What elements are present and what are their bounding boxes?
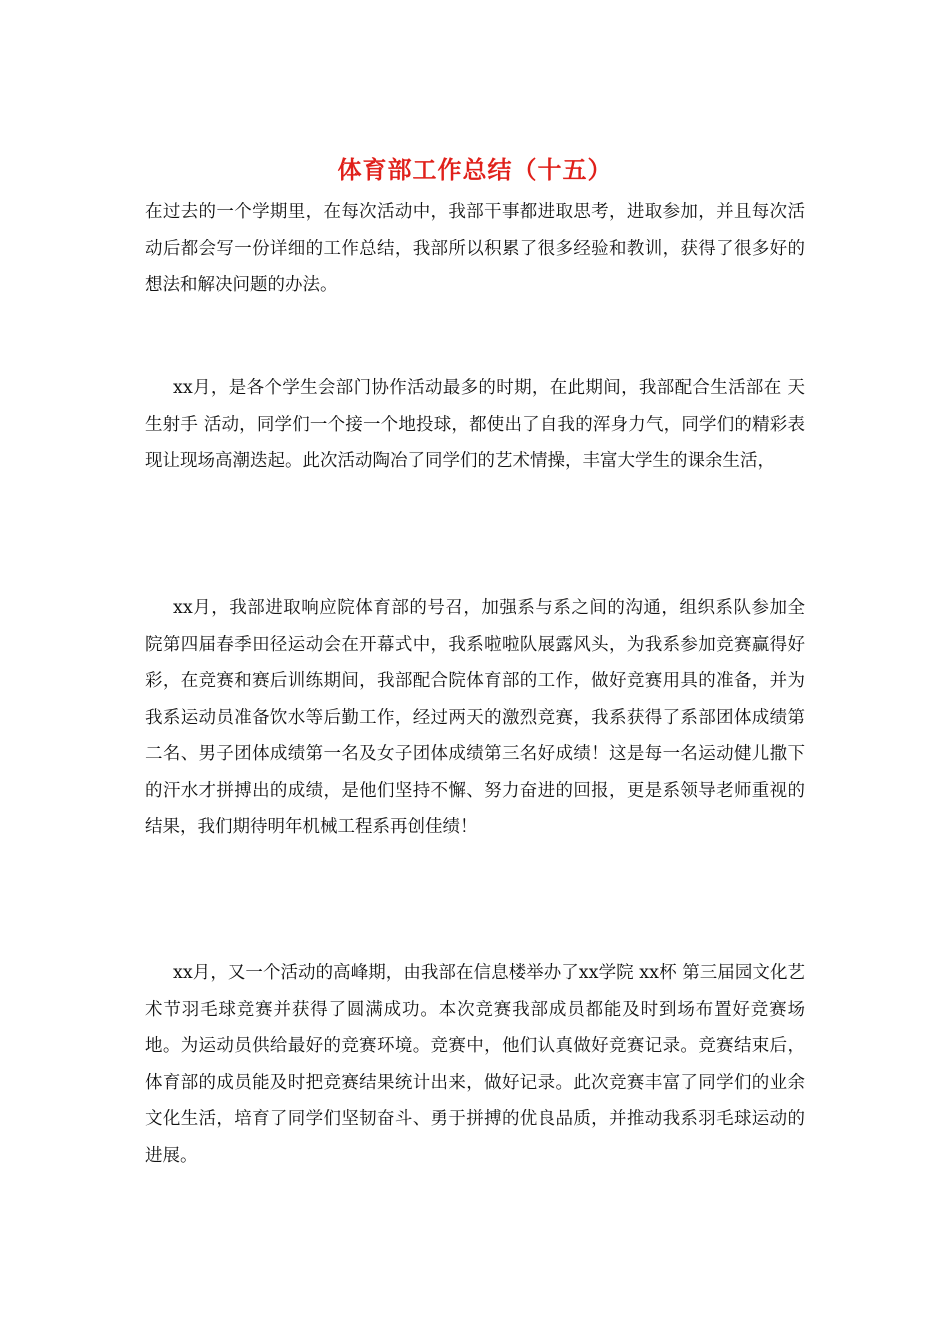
paragraph-activity-2: xx月，我部进取响应院体育部的号召，加强系与系之间的沟通，组织系队参加全院第四届春季田径运动会在开幕式中，我系啦啦队展露风头，为我系参加竞赛赢得好彩，在竞赛和赛后训练期间，我部配合院体育部的工作，做好竞赛用具的准备，并为我系运动员准备饮水等后勤工作，经过两天的激烈竞赛，我系获得了系部团体成绩第二名、男子团体成绩第一名及女子团体成绩第三名好成绩！这是每一名运动健儿撒下的汗水才拼搏出的成绩，是他们坚持不懈、努力奋进的回报，更是系领导老师重视的结果，我们期待明年机械工程系再创佳绩！ — [145, 598, 805, 837]
paragraph-activity-3: xx月，又一个活动的高峰期，由我部在信息楼举办了xx学院 xx杯 第三届园文化艺术节羽毛球竞赛并获得了圆满成功。本次竞赛我部成员都能及时到场布置好竞赛场地。为运动员供给最好的竞赛环境。竞赛中，他们认真做好竞赛记录。竞赛结束后，体育部的成员能及时把竞赛结果统计出来，做好记录。此次竞赛丰富了同学们的业余文化生活，培育了同学们坚韧奋斗、勇于拼搏的优良品质，并推动我系羽毛球运动的进展。 — [145, 963, 805, 1166]
paragraph-activity-1: xx月，是各个学生会部门协作活动最多的时期，在此期间，我部配合生活部在 天生射手 活动，同学们一个接一个地投球，都使出了自我的浑身力气，同学们的精彩表现让现场高潮迭起。此次活动陶冶了同学们的艺术情操，丰富大学生的课余生活， — [145, 378, 805, 471]
paragraph-intro: 在过去的一个学期里，在每次活动中，我部干事都进取思考，进取参加，并且每次活动后都会写一份详细的工作总结，我部所以积累了很多经验和教训，获得了很多好的想法和解决问题的办法。 — [145, 202, 805, 295]
document-title: 体育部工作总结（十五） — [337, 155, 613, 184]
